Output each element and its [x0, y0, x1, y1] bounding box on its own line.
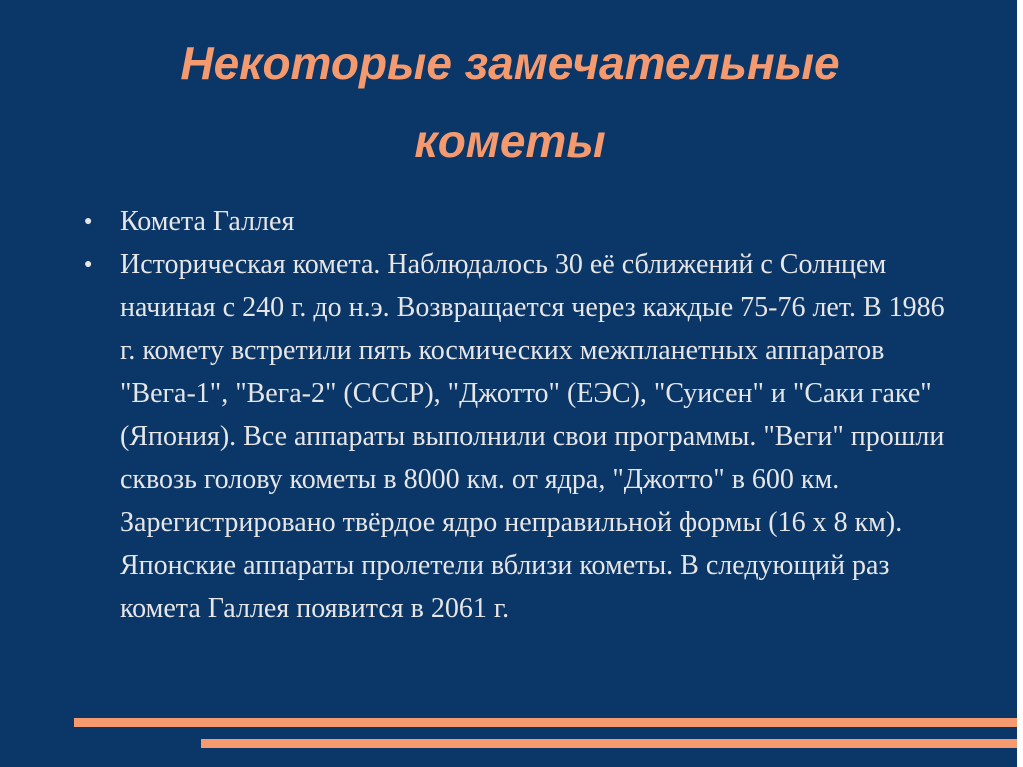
bullet-item-description: [84, 243, 964, 630]
decorative-bar-bottom: [201, 739, 1017, 748]
bullet-item-comet-name: [84, 200, 964, 243]
decorative-bar-top: [74, 718, 1017, 727]
slide-title-line-2: кометы: [414, 115, 606, 167]
bullet-text: Историческая комета. Наблюдалось 30 её сближений с Солнцем начиная с 240 г. до н.э. Возвращается через каждые 75-76 лет. В 1986 г. комету встретили пять космических межпланетных аппаратов "Вега-1", "Вега-2" (СССР), "Джотто" (ЕЭС), "Суисен" и "Саки гаке" (Япония). Все аппараты выполнили свои программы. "Веги" прошли сквозь голову кометы в 8000 км. от ядра, "Джотто" в 600 км. Зарегистрировано твёрдое ядро неправильной формы (16 х 8 км). Японские аппараты пролетели вблизи кометы. В следующий раз комета Галлея появится в 2061 г.: [120, 249, 945, 624]
bullet-dot-icon: ●: [84, 257, 93, 272]
bullet-text: Комета Галлея: [120, 206, 295, 237]
slide-title: [60, 24, 960, 180]
bullet-list: [84, 200, 964, 630]
slide-title-line-1: Некоторые замечательные: [180, 37, 840, 89]
bullet-dot-icon: ●: [84, 214, 93, 229]
